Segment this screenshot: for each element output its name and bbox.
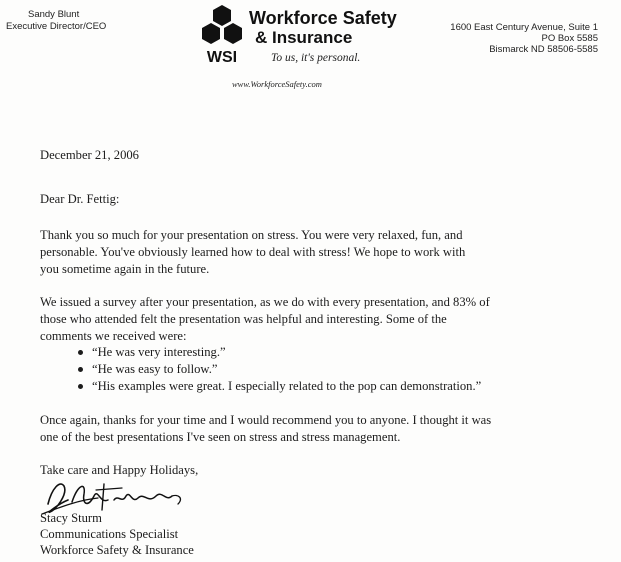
paragraph-line: one of the best presentations I've seen on stress and stress management. — [40, 430, 401, 444]
brand-line-1: Workforce Safety — [249, 8, 397, 28]
paragraph-line: those who attended felt the presentation was helpful and interesting. Some of the — [40, 312, 447, 326]
salutation: Dear Dr. Fettig: — [40, 192, 120, 206]
wsi-logo-icon — [197, 4, 247, 66]
paragraph-line: Once again, thanks for your time and I would recommend you to anyone. I thought it was — [40, 413, 492, 427]
address-line-2: PO Box 5585 — [541, 33, 598, 44]
executive-name: Sandy Blunt — [28, 9, 80, 20]
tagline: To us, it's personal. — [271, 52, 361, 64]
address-line-1: 1600 East Century Avenue, Suite 1 — [450, 22, 598, 33]
signer-title: Communications Specialist — [40, 527, 179, 541]
paragraph-line: you sometime again in the future. — [40, 262, 210, 276]
logo-letters: WSI — [206, 49, 238, 66]
paragraph-line: Thank you so much for your presentation on stress. You were very relaxed, fun, and — [40, 228, 463, 242]
list-item: “His examples were great. I especially related to the pop can demonstration.” — [78, 378, 481, 395]
executive-title: Executive Director/CEO — [6, 21, 107, 32]
signer-org: Workforce Safety & Insurance — [40, 543, 194, 557]
comments-list — [78, 344, 481, 395]
paragraph-line: comments we received were: — [40, 329, 187, 343]
address-block — [450, 22, 598, 55]
website-link[interactable]: www.WorkforceSafety.com — [232, 79, 322, 89]
letter-date: December 21, 2006 — [40, 148, 139, 162]
paragraph-2 — [40, 294, 600, 345]
signer-block — [40, 510, 194, 558]
signer-name: Stacy Sturm — [40, 511, 102, 525]
paragraph-3 — [40, 412, 600, 446]
address-line-3: Bismarck ND 58506-5585 — [489, 44, 598, 55]
brand-line-2: & Insurance — [255, 28, 353, 47]
closing-line: Take care and Happy Holidays, — [40, 463, 199, 477]
list-item: “He was very interesting.” — [78, 344, 481, 361]
paragraph-line: We issued a survey after your presentation, as we do with every presentation, and 83% of — [40, 295, 490, 309]
paragraph-line: personable. You've obviously learned how to deal with stress! We hope to work with — [40, 245, 466, 259]
list-item: “He was easy to follow.” — [78, 361, 481, 378]
brand-name — [249, 8, 397, 48]
executive-info — [6, 9, 106, 33]
paragraph-1 — [40, 227, 600, 278]
